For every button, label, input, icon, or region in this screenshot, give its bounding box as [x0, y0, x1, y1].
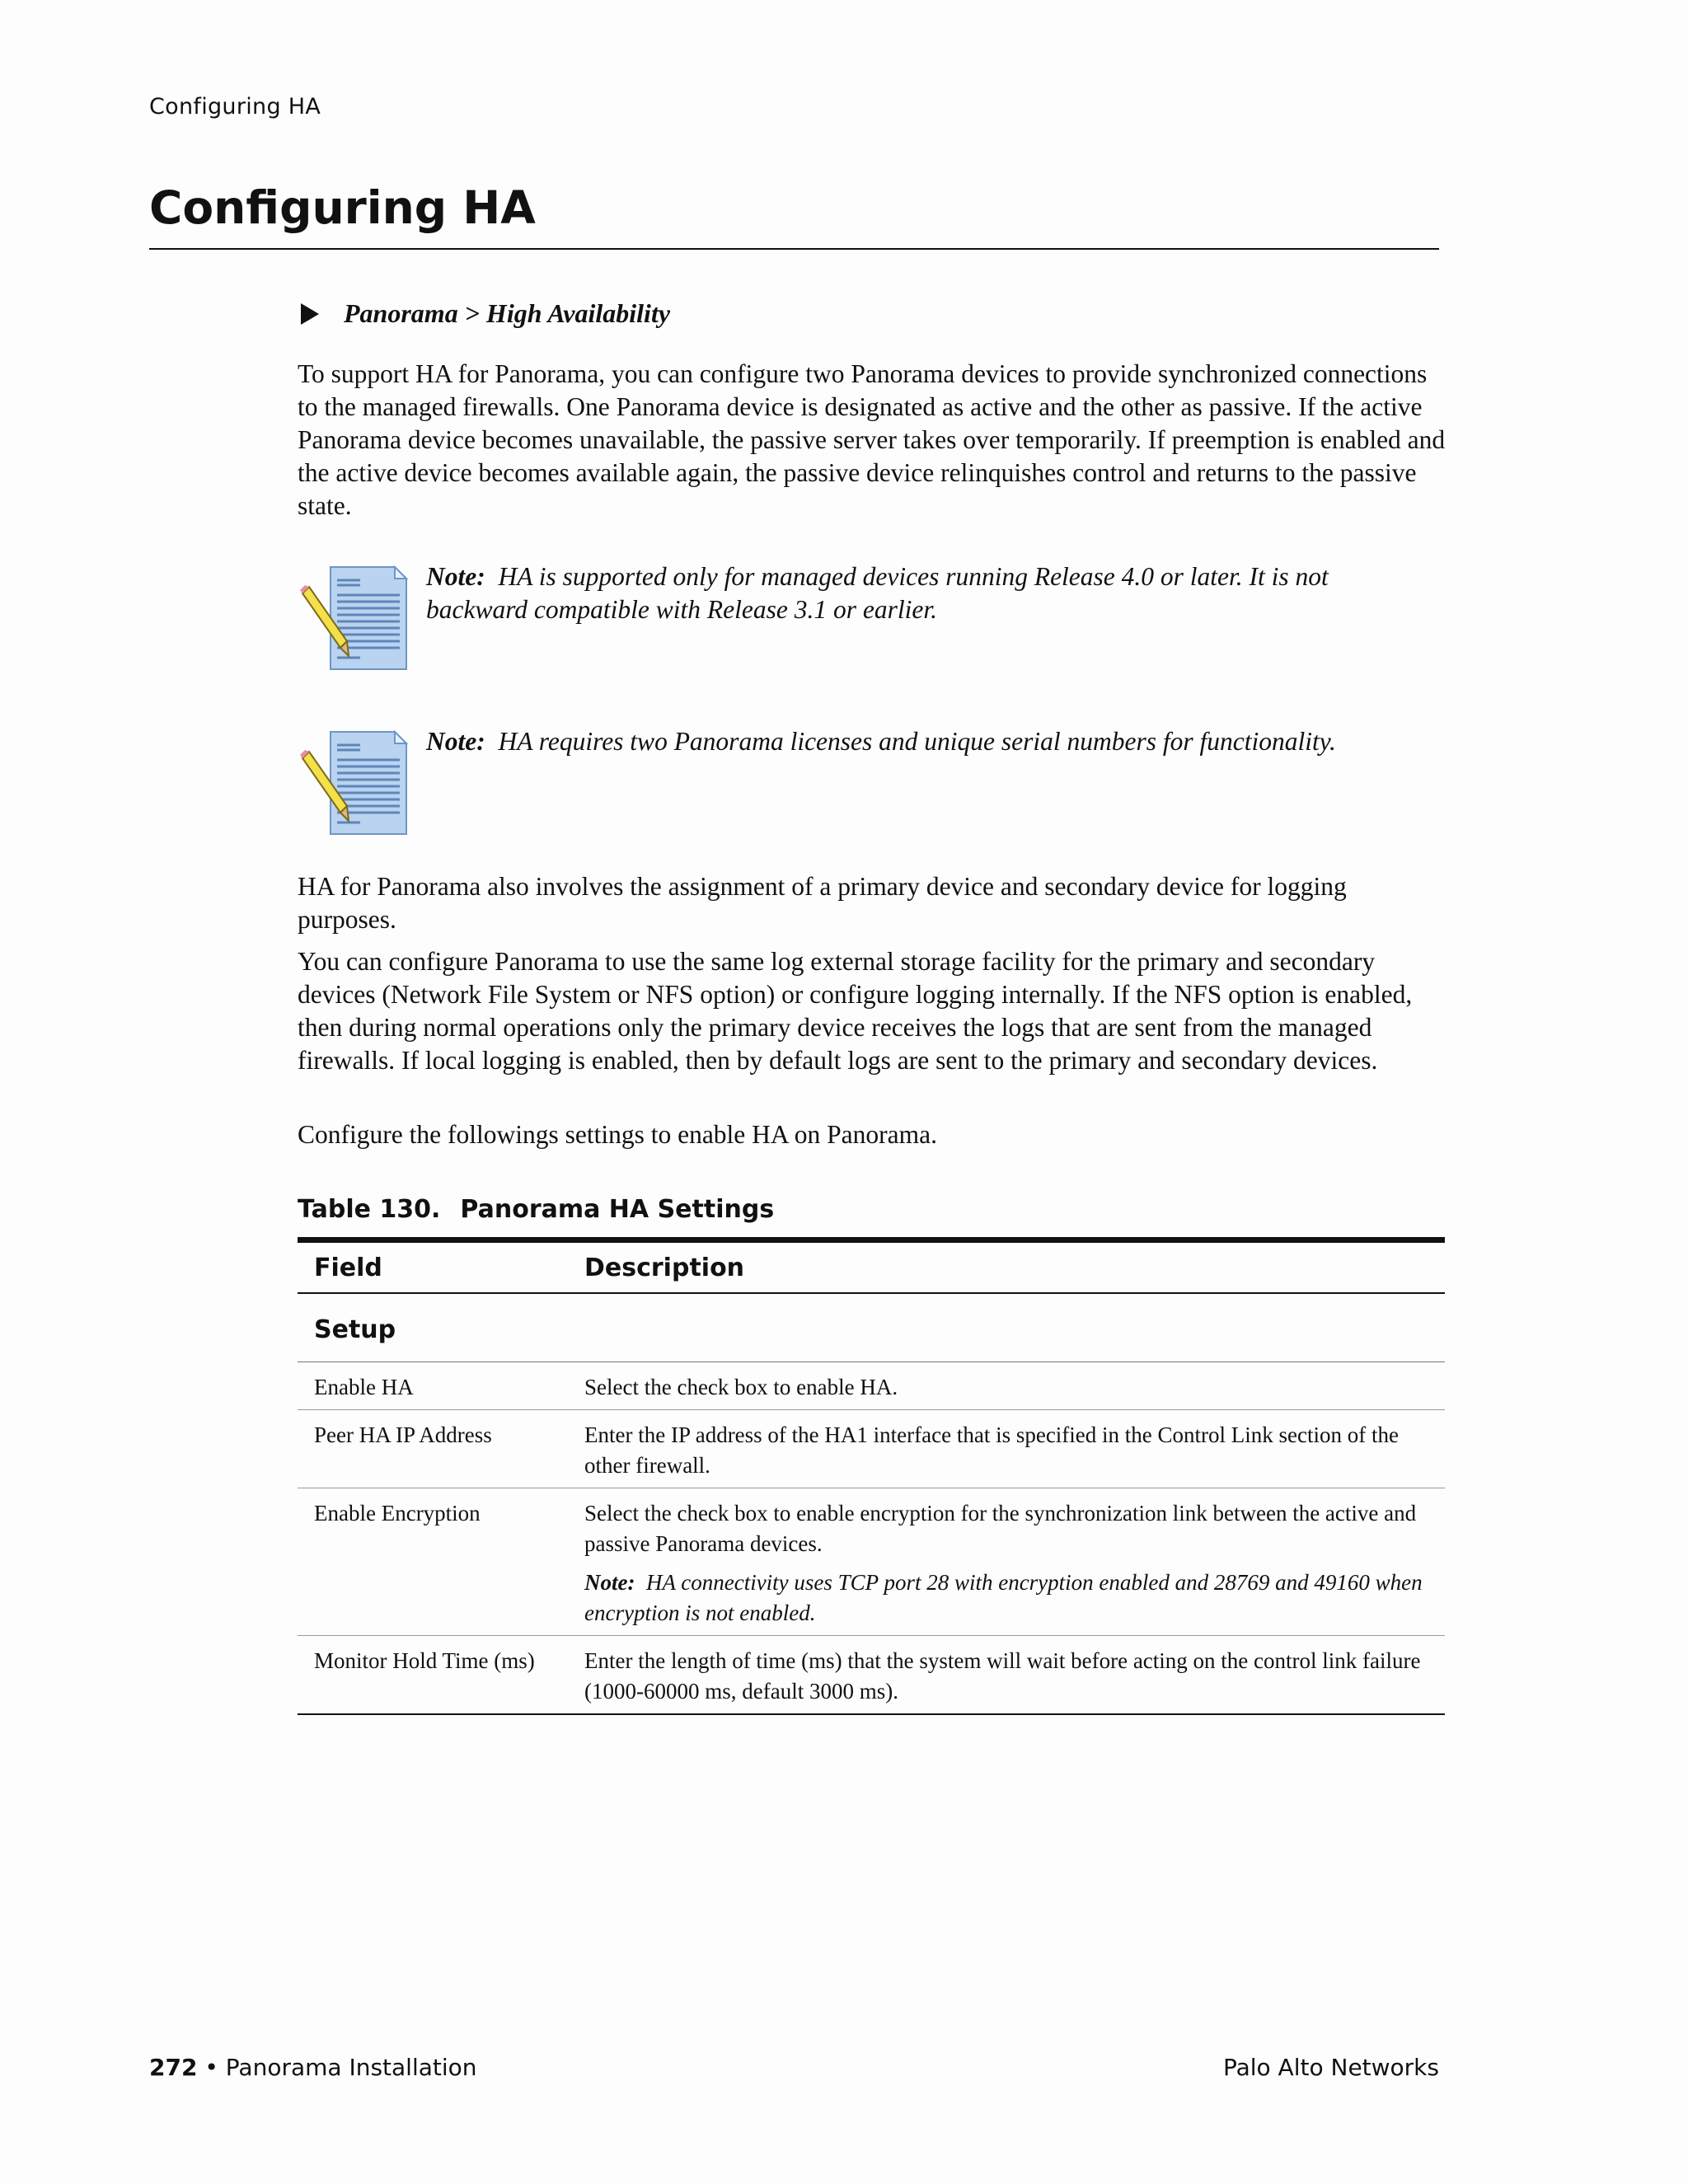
note-pencil-icon: [298, 725, 413, 841]
breadcrumb: [301, 298, 670, 329]
table-section-row: [298, 1293, 1445, 1362]
intro-paragraph: To support HA for Panorama, you can configure two Panorama devices to provide synchronized connections to the managed firewalls. One Panorama device is designated as active and the other as passive. If the active Panorama device becomes unavailable, the passive server takes over temporarily. If preemption is enabled and the active device becomes available again, the passive device relinquishes control and returns to the passive state.: [298, 359, 1446, 520]
footer-section: Panorama Installation: [225, 2054, 477, 2081]
note-pencil-icon: [298, 560, 413, 676]
page-number: 272: [149, 2054, 198, 2081]
note-block: [298, 560, 1451, 676]
footer-left: 272 • Panorama Installation: [149, 2054, 477, 2081]
column-header-description: Description: [568, 1240, 1445, 1294]
table-header-row: [298, 1240, 1445, 1294]
table-row: [298, 1362, 1445, 1410]
table-caption: Table 130. Panorama HA Settings: [298, 1195, 775, 1224]
field-cell: Monitor Hold Time (ms): [298, 1636, 568, 1715]
running-header: Configuring HA: [149, 94, 321, 120]
note-block: [298, 725, 1451, 841]
triangle-arrow-icon: [301, 303, 319, 325]
table-row: [298, 1488, 1445, 1636]
page-title: Configuring HA: [149, 183, 1439, 250]
logging-paragraph: HA for Panorama also involves the assignment of a primary device and secondary device for logging purposes.: [298, 872, 1347, 934]
table-row: [298, 1410, 1445, 1488]
field-cell: Enable Encryption: [298, 1488, 568, 1636]
section-label: Setup: [298, 1293, 1445, 1362]
description-cell: Select the check box to enable HA.: [568, 1362, 1445, 1410]
footer-company: Palo Alto Networks: [1222, 2054, 1439, 2081]
column-header-field: Field: [298, 1240, 568, 1294]
description-cell: Enter the length of time (ms) that the system will wait before acting on the control link failure (1000-60000 ms, default 3000 ms).: [568, 1636, 1445, 1715]
table-row: [298, 1636, 1445, 1715]
configure-paragraph: Configure the followings settings to enable HA on Panorama.: [298, 1120, 937, 1149]
note-text: Note: HA requires two Panorama licenses and unique serial numbers for functionality.: [426, 727, 1336, 756]
field-cell: Peer HA IP Address: [298, 1410, 568, 1488]
field-cell: Enable HA: [298, 1362, 568, 1410]
settings-table: [298, 1237, 1445, 1715]
storage-paragraph: You can configure Panorama to use the same log external storage facility for the primary and secondary devices (Network File System or NFS option) or configure logging internally. If the NFS option is enabled, then during normal operations only the primary device receives the logs that are sent from the managed firewalls. If local logging is enabled, then by default logs are sent to the primary and secondary devices.: [298, 947, 1413, 1075]
inline-note: Note: HA connectivity uses TCP port 28 with encryption enabled and 28769 and 49160 when encryption is not enabled.: [584, 1570, 1423, 1625]
description-text: Select the check box to enable encryption for the synchronization link between the active and passive Panorama devices.: [584, 1501, 1417, 1556]
breadcrumb-path: Panorama > High Availability: [344, 298, 671, 328]
description-cell: Enter the IP address of the HA1 interface that is specified in the Control Link section of the other firewall.: [568, 1410, 1445, 1488]
note-text: Note: HA is supported only for managed devices running Release 4.0 or later. It is not backward compatible with Release 3.1 or earlier.: [426, 562, 1329, 624]
description-cell: [568, 1488, 1445, 1636]
